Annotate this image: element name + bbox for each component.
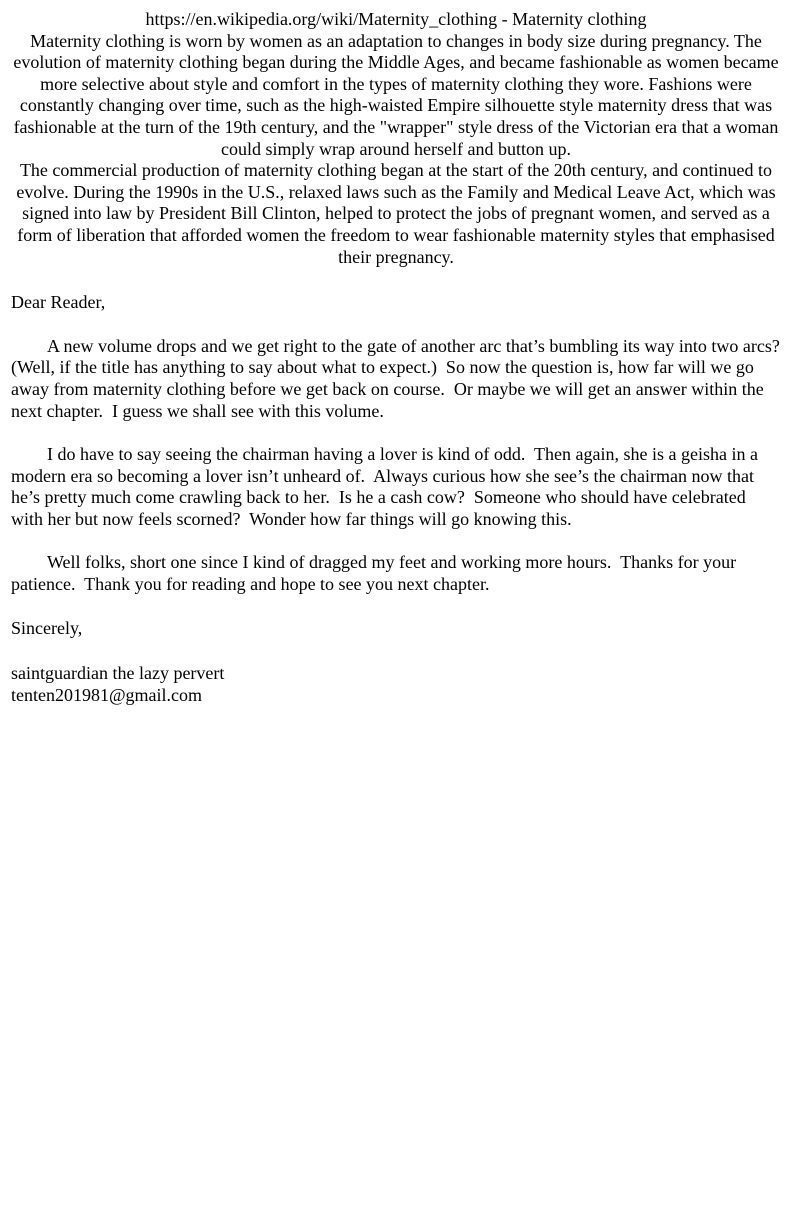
- salutation: Dear Reader,: [11, 292, 106, 313]
- intro-paragraph-2: The commercial production of maternity clothing began at the start of the 20th century, and continued to evolve. During the 1990s in the U.S., relaxed laws such as the Family and Medical Leave Act, which was signed into law by President Bill Clinton, helped to protect the jobs of pregnant women, and served as a form of liberation that afforded women the freedom to wear fashionable maternity styles that emphasised their pregnancy.: [16, 160, 776, 267]
- source-line: https://en.wikipedia.org/wiki/Maternity_clothing - Maternity clothing: [145, 9, 647, 29]
- closing: Sincerely,: [11, 617, 83, 638]
- letter-body: [11, 292, 789, 706]
- letter-paragraph-1: A new volume drops and we get right to the gate of another arc that’s bumbling its way into two arcs? (Well, if the title has anything to say about what to expect.) So now the question is, how far will we go away from maternity clothing before we get back on course. Or maybe we will get an answer within the next chapter. I guess we shall see with this volume.: [11, 335, 789, 421]
- signature-name: saintguardian the lazy pervert: [11, 663, 225, 684]
- intro-paragraph-1: Maternity clothing is worn by women as an adaptation to changes in body size during pregnancy. The evolution of maternity clothing began during the Middle Ages, and became fashionable as women became more selective about style and comfort in the types of maternity clothing they wore. Fashions were constantly changing over time, such as the high-waisted Empire silhouette style maternity dress that was fashionable at the turn of the 19th century, and the "wrapper" style dress of the Victorian era that a woman could simply wrap around herself and button up.: [13, 30, 779, 159]
- signature-email: tenten201981@gmail.com: [11, 684, 203, 705]
- letter-paragraph-2: I do have to say seeing the chairman having a lover is kind of odd. Then again, she is a geisha in a modern era so becoming a lover isn’t unheard of. Always curious how she see’s the chairman now that he’s pretty much come crawling back to her. Is he a cash cow? Someone who should have celebrated with her but now feels scorned? Wonder how far things will go knowing this.: [11, 444, 763, 529]
- letter-paragraph-3: Well folks, short one since I kind of dragged my feet and working more hours. Thanks for your patience. Thank you for reading and hope to see you next chapter.: [11, 552, 741, 595]
- signature-block: [11, 663, 781, 706]
- intro-block: [11, 9, 781, 268]
